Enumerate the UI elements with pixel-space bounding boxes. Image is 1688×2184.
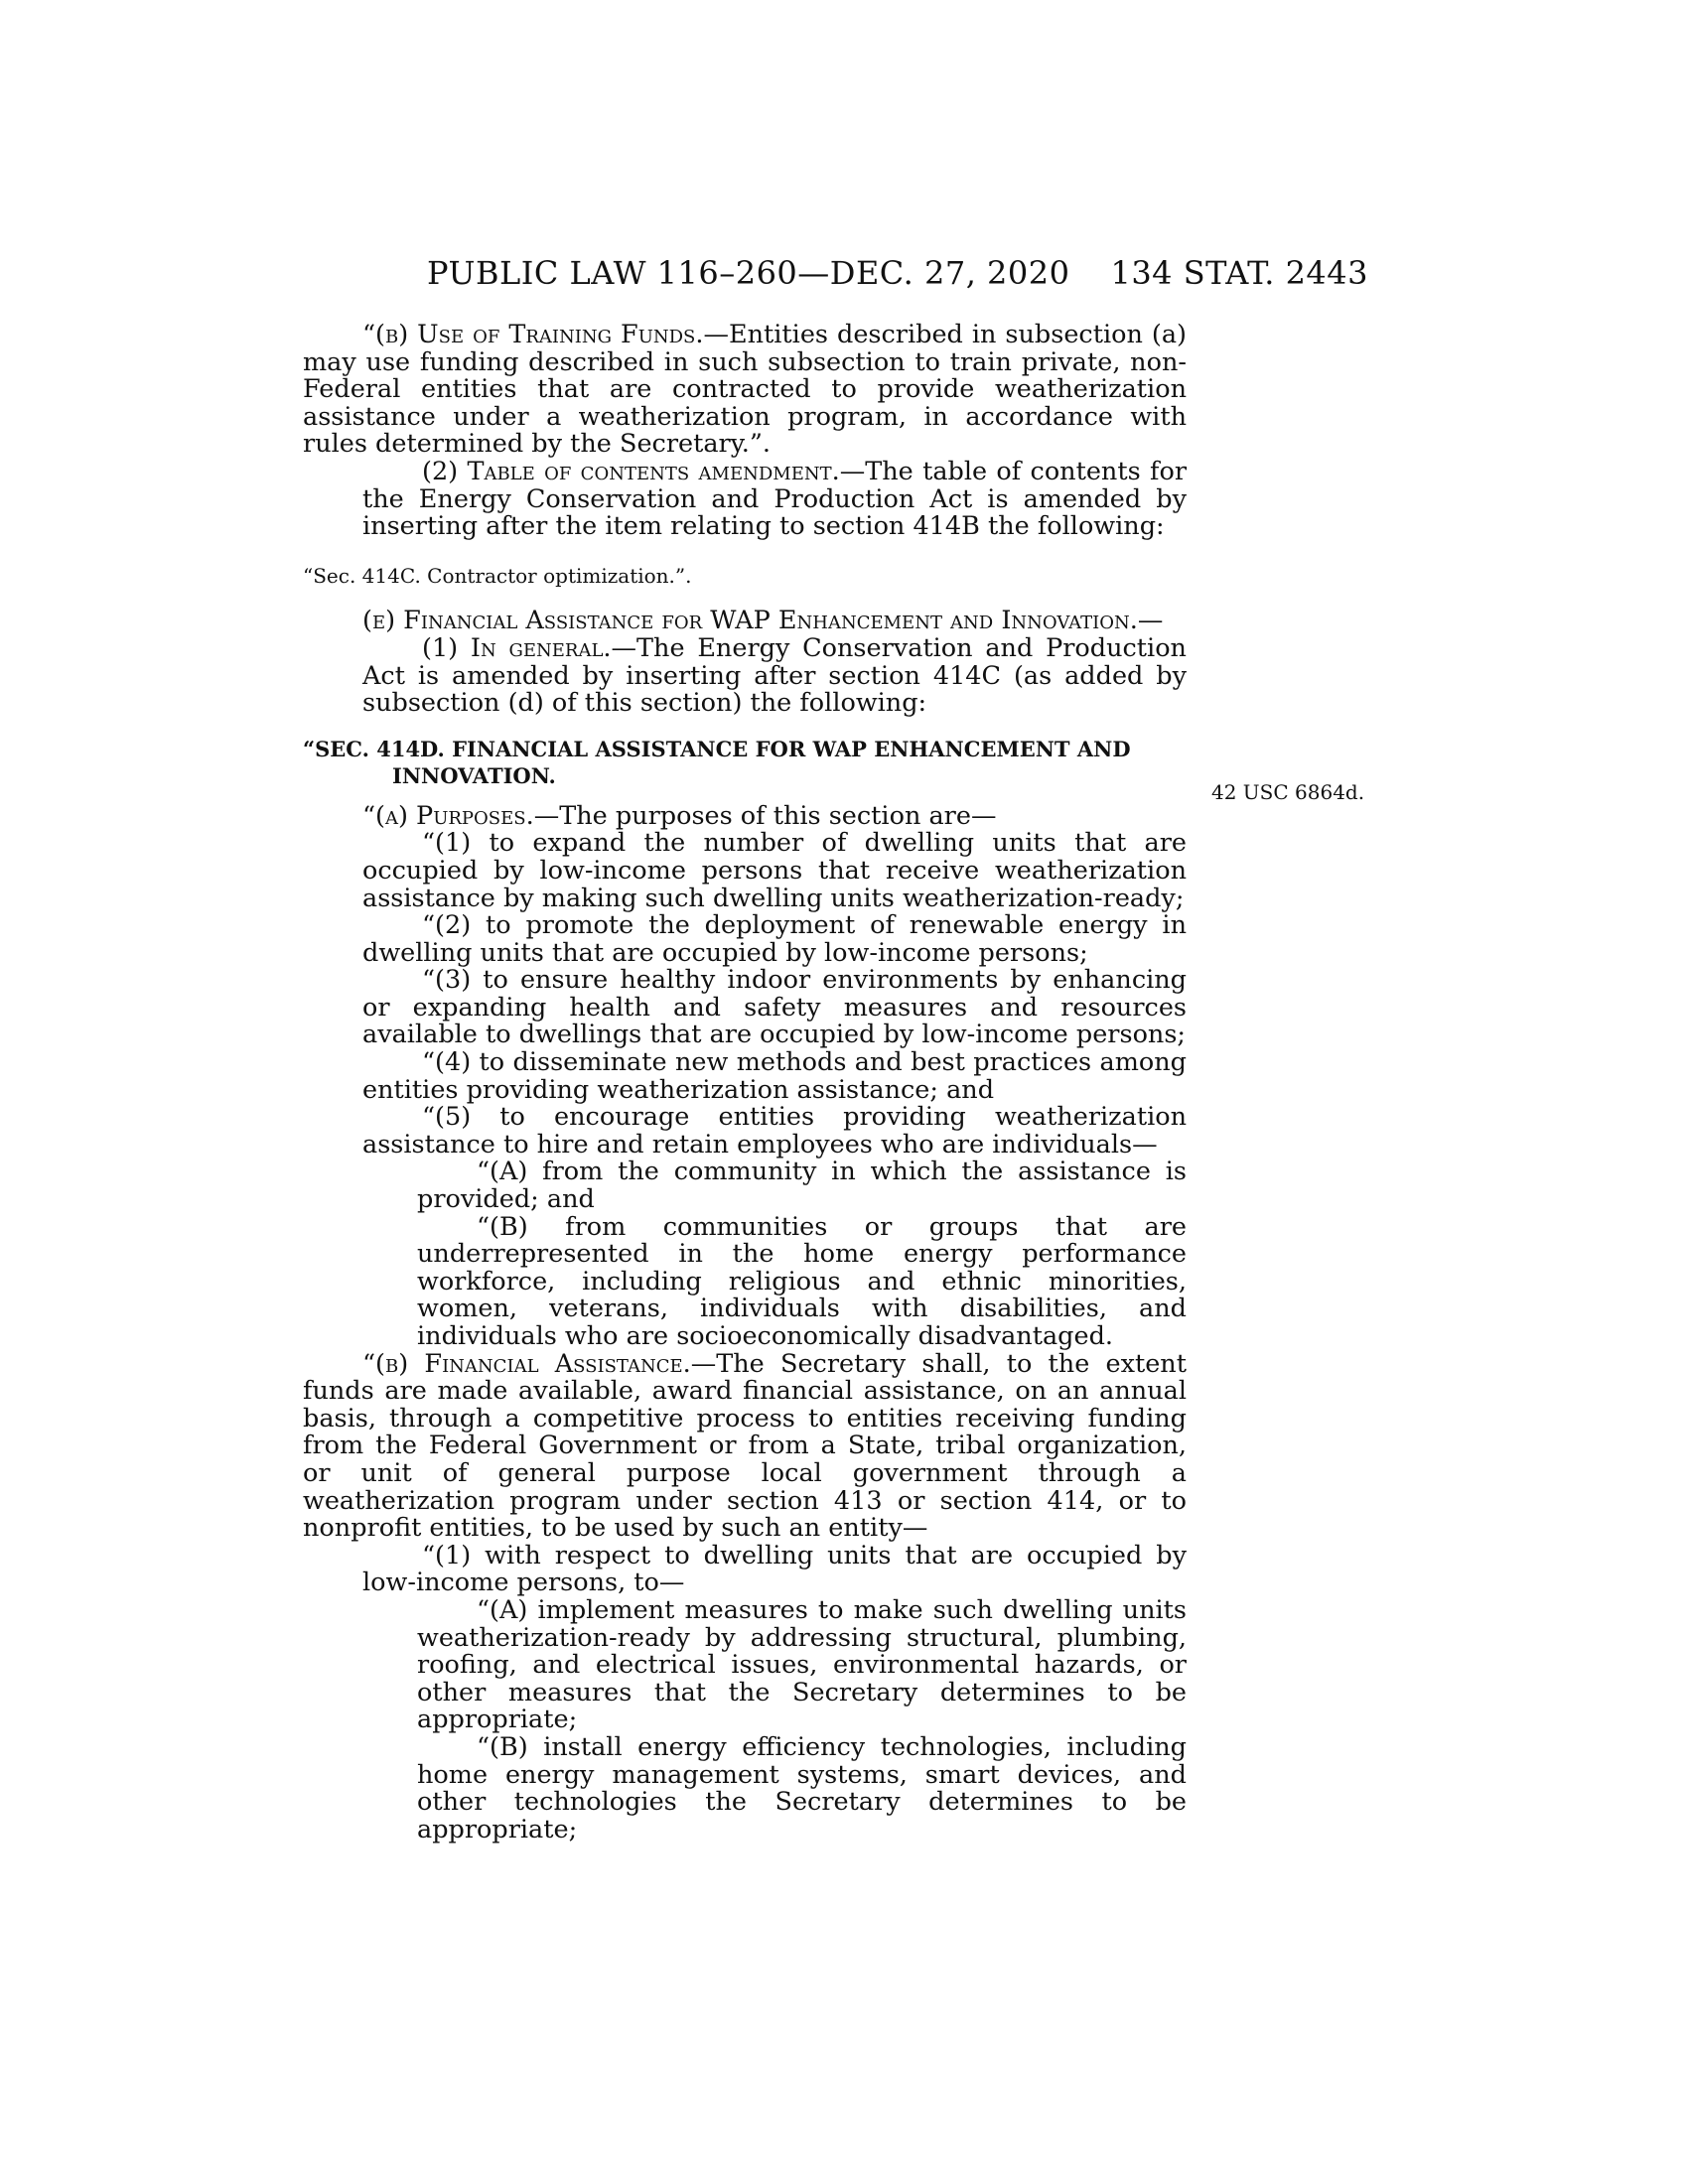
paragraph-a5-A: “(A) from the community in which the assistance is provided; and — [417, 1157, 1187, 1215]
toc-item: “Sec. 414C. Contractor optimization.”. — [303, 563, 692, 588]
paragraph-heading: (2) Table of contents amendment. — [422, 456, 840, 486]
paragraph-a5: “(5) to encourage entities providing weatherization assistance to hire and retain employees who are individuals— — [362, 1102, 1187, 1160]
paragraph-a3: “(3) to ensure healthy indoor environments by enhancing or expanding health and safety measures and resources available to dwellings that are occupied by low-income persons; — [362, 965, 1187, 1050]
paragraph-text: —The Energy Conservation and Production Act is amended by inserting after section 414C (as added by subsection (d) of this section) the following: — [362, 632, 1187, 719]
paragraph-text: —The Secretary shall, to the extent funds are made available, award financial assistance, on an annual basis, through a competitive process to entities receiving funding from the Federal Government or from a State, tribal organization, or unit of general purpose local government through a weatherization program under section 413 or section 414, or to nonprofit entities, to be used by such an entity— — [303, 1348, 1187, 1544]
paragraph-a1: “(1) to expand the number of dwelling units that are occupied by low-income persons that receive weatherization assistance by making such dwelling units weatherization-ready; — [362, 828, 1187, 913]
paragraph-heading: (1) In general. — [422, 632, 612, 663]
paragraph-b1-A: “(A) implement measures to make such dwelling units weatherization-ready by addressing structural, plumbing, roofing, and electrical issues, environmental hazards, or other measures that the Secretary determines to be appropriate; — [417, 1594, 1187, 1735]
paragraph-heading: “(b) Financial Assistance. — [362, 1348, 691, 1379]
paragraph-toc-amendment — [303, 456, 1188, 542]
paragraph-text: — — [1137, 606, 1164, 636]
running-header-title: PUBLIC LAW 116–260—DEC. 27, 2020 — [427, 254, 1070, 292]
margin-citation: 42 USC 6864d. — [1211, 780, 1365, 804]
paragraph-heading: “(a) Purposes. — [362, 800, 534, 831]
paragraph-a5-B: “(B) from communities or groups that are underrepresented in the home energy performance workforce, including religious and ethnic minorities, women, veterans, individuals with disabilities, and individuals who are socioeconomically disadvantaged. — [417, 1211, 1187, 1351]
paragraph-b-use-of-training-funds — [303, 322, 1187, 459]
paragraph-a-purposes — [303, 800, 1187, 831]
paragraph-text: —Entities described in subsection (a) may use funding described in such subsection to train private, non-Federal entities that are contracted to provide weatherization assistance under a weatherization program, in accordance with rules determined by the Secretary.”. — [303, 320, 1187, 460]
paragraph-b1-B: “(B) install energy efficiency technologies, including home energy management systems, smart devices, and other technologies the Secretary determines to be appropriate; — [417, 1731, 1187, 1844]
running-header-page: 134 STAT. 2443 — [1110, 254, 1368, 292]
paragraph-a4: “(4) to disseminate new methods and best practices among entities providing weatherization assistance; and — [362, 1047, 1187, 1105]
paragraph-a2: “(2) to promote the deployment of renewable energy in dwelling units that are occupied by low-income persons; — [362, 910, 1187, 968]
section-heading: “SEC. 414D. FINANCIAL ASSISTANCE FOR WAP ENHANCEMENT AND INNOVATION. — [303, 736, 1131, 788]
paragraph-text: —The purposes of this section are— — [533, 800, 997, 831]
paragraph-heading: “(b) Use of Training Funds. — [362, 320, 704, 349]
document-body — [303, 322, 1187, 1843]
paragraph-e-heading — [303, 608, 1187, 635]
paragraph-heading: (e) Financial Assistance for WAP Enhancement and Innovation. — [362, 606, 1138, 636]
paragraph-b1: “(1) with respect to dwelling units that are occupied by low-income persons, to— — [362, 1540, 1187, 1598]
paragraph-b-financial-assistance — [303, 1348, 1187, 1544]
paragraph-e1-in-general — [303, 632, 1187, 719]
paragraph-text: —The table of contents for the Energy Conservation and Production Act is amended by inserting after the item relating to section 414B the following: — [362, 456, 1188, 542]
